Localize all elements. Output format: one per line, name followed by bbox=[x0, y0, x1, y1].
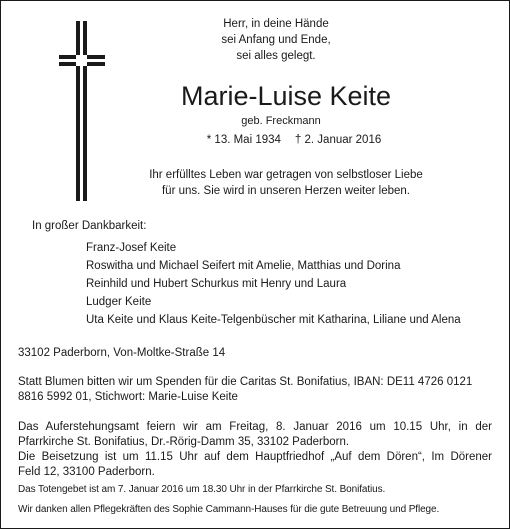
service-line: Pfarrkirche St. Bonifatius, Dr.-Rörig-Damm 35, 33102 Paderborn. bbox=[18, 436, 350, 448]
birth-date: * 13. Mai 1934 bbox=[206, 134, 281, 146]
death-date: † 2. Januar 2016 bbox=[294, 134, 382, 146]
tribute-line: für uns. Sie wird in unseren Herzen weiter leben. bbox=[161, 185, 410, 197]
mourner-item: Reinhild und Hubert Schurkus mit Henry und Laura bbox=[86, 278, 347, 290]
maiden-name: geb. Freckmann bbox=[241, 115, 321, 127]
donation-line: 8816 5992 01, Stichwort: Marie-Luise Keite bbox=[18, 391, 238, 403]
service-line: Feld 12, 33100 Paderborn. bbox=[18, 466, 155, 478]
service-line: Das Auferstehungsamt feiern wir am Freitag, 8. Januar 2016 um 10.15 Uhr, in der bbox=[18, 421, 492, 433]
mourner-item: Ludger Keite bbox=[86, 296, 152, 308]
service-line: Die Beisetzung ist um 11.15 Uhr auf dem Hauptfriedhof „Auf dem Dören“, Im Dörener bbox=[18, 451, 492, 463]
gratitude-notice: Wir danken allen Pflegekräften des Sophie Cammann-Hauses für die gute Betreuung und Pflege. bbox=[18, 504, 440, 515]
life-dates bbox=[189, 134, 399, 146]
family-address: 33102 Paderborn, Von-Moltke-Straße 14 bbox=[18, 347, 226, 359]
cross-icon bbox=[59, 21, 105, 201]
deceased-name: Marie-Luise Keite bbox=[180, 81, 392, 111]
motto-line: Herr, in deine Hände bbox=[223, 18, 329, 30]
mourner-item: Uta Keite und Klaus Keite-Telgenbüscher mit Katharina, Liliane und Alena bbox=[86, 314, 461, 326]
mourners-list bbox=[86, 240, 461, 330]
tribute-line: Ihr erfülltes Leben war getragen von selbstloser Liebe bbox=[149, 169, 423, 181]
motto-line: sei alles gelegt. bbox=[236, 50, 316, 62]
mourner-item: Roswitha und Michael Seifert mit Amelie, Matthias und Dorina bbox=[86, 260, 401, 272]
thanks-intro: In großer Dankbarkeit: bbox=[32, 220, 147, 232]
mourner-item: Franz-Josef Keite bbox=[86, 242, 177, 254]
motto-verse bbox=[181, 16, 371, 64]
service-details bbox=[18, 420, 492, 480]
tribute-text bbox=[126, 167, 446, 199]
prayer-notice: Das Totengebet ist am 7. Januar 2016 um 18.30 Uhr in der Pfarrkirche St. Bonifatius. bbox=[18, 484, 386, 495]
donation-request bbox=[18, 375, 492, 405]
motto-line: sei Anfang und Ende, bbox=[221, 34, 331, 46]
donation-line: Statt Blumen bitten wir um Spenden für die Caritas St. Bonifatius, IBAN: DE11 4726 0121 bbox=[18, 376, 473, 388]
